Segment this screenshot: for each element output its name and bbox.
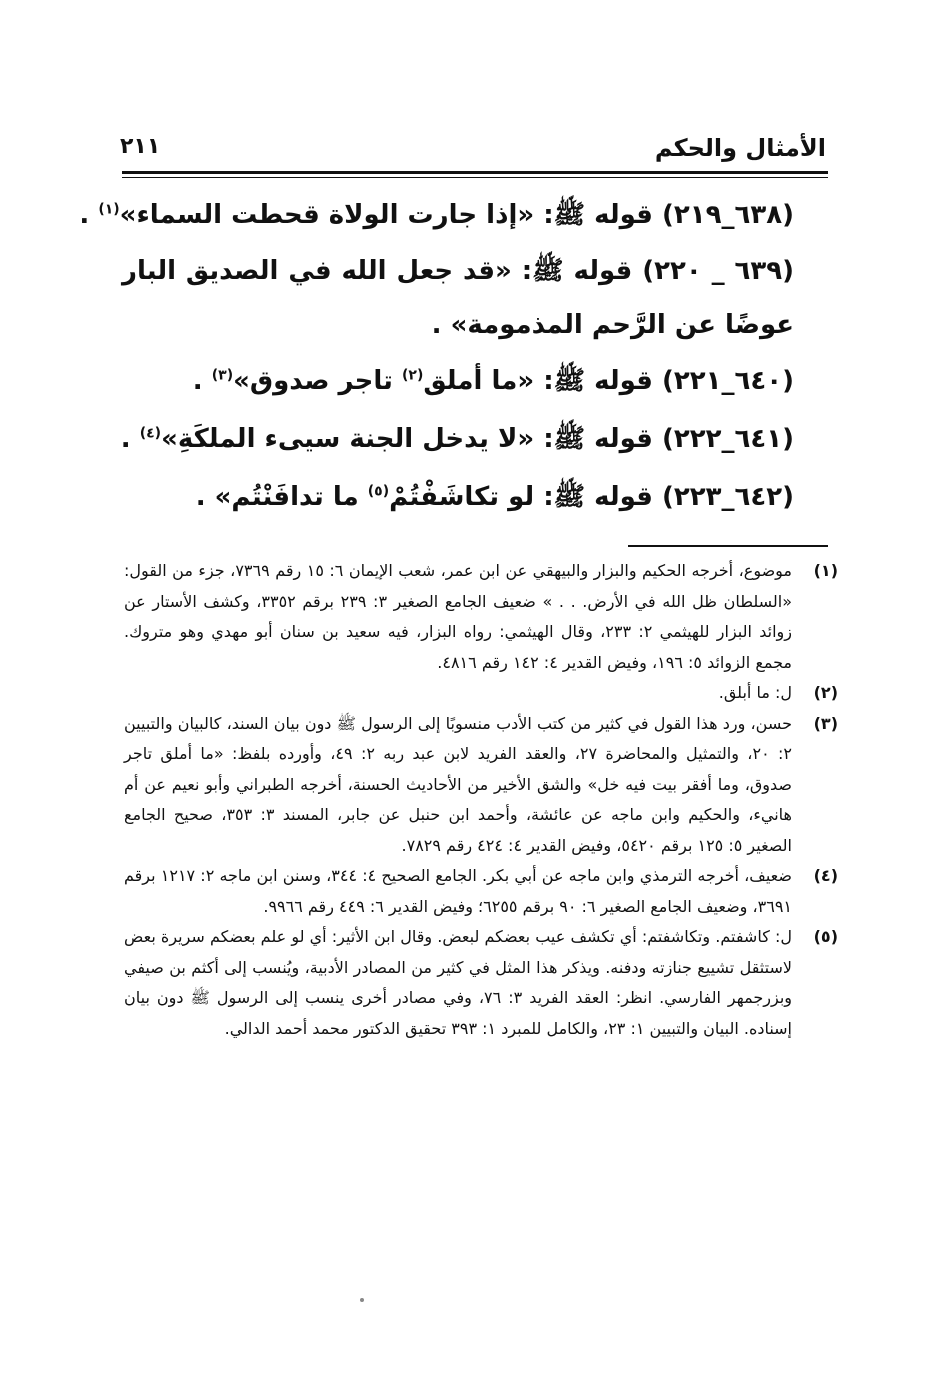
entry-intro: قوله ﷺ: (543, 424, 653, 454)
footnote-ref[interactable]: (٣) (211, 367, 234, 384)
entry-tail: . (120, 424, 131, 454)
entry-text-a: «ما أملق (423, 366, 535, 396)
footnote-text: ضعيف، أخرجه الترمذي وابن ماجه عن أبي بكر. الجامع الصحيح ٤: ٣٤٤، وسنن ابن ماجه ٢: ١٢١٧ برقم ٣٦٩١، وضعيف الجامع الصغير ٦: ٩٠ برقم ٦٢٥٥؛ وفيض القدير ٦: ٤٤٩ رقم ٩٩٦٦. (124, 866, 792, 916)
entry-text: «إذا جارت الولاة قحطت السماء» (119, 200, 535, 230)
page-number: ٢١١ (120, 134, 161, 159)
entry-intro: قوله ﷺ: (543, 200, 653, 230)
entry-638 (79, 186, 838, 244)
entry-number: (٦٤٢_٢٢٣) (662, 482, 794, 512)
footnote-ref[interactable]: (٤) (139, 425, 162, 442)
footnote-ref[interactable]: (١) (98, 201, 120, 218)
entry-intro: قوله ﷺ: (543, 366, 653, 396)
entry-tail: . (79, 200, 90, 230)
entry-text: «لا يدخل الجنة سيىء الملكَةِ» (161, 424, 535, 454)
entry-text-b: تاجر صدوق» (233, 366, 393, 396)
footnote-number: (٣) (813, 713, 838, 733)
footnote-text: حسن، ورد هذا القول في كثير من كتب الأدب منسوبًا إلى الرسول ﷺ دون بيان السند، كالبيان والتبيين ٢: ٢٠، والتمثيل والمحاضرة ٢٧، والعقد الفريد لابن عبد ربه ٢: ٤٩، وأورده بلفظ: «ما أملق تاجر صدوق، وما أفقر بيت فيه خل» والشق الأخير من الأحاديث الحسنة، أخرجه الطبراني وأبو نعيم عن أم هانيء، والحكيم وابن ماجه عن عائشة، وأحمد ابن حنبل عن جابر، المسند ٣: ٣٥٣، صحيح الجامع الصغير ٥: ١٢٥ برقم ٥٤٢٠، وفيض القدير ٤: ٤٢٤ رقم ٧٨٢٩. (124, 713, 793, 855)
footnote-5 (124, 922, 838, 1044)
entry-intro: قوله ﷺ: (543, 482, 653, 512)
running-header-title: الأمثال والحكم (654, 134, 826, 162)
entry-642 (122, 468, 838, 526)
entry-tail: . (192, 366, 203, 396)
footnote-4 (124, 861, 838, 922)
footnote-text: ل: ما أبلق. (718, 683, 792, 702)
entry-text-b: ما تدافَنْتُم» (214, 482, 359, 512)
footnote-1 (124, 556, 838, 678)
footnote-text: موضوع، أخرجه الحكيم والبزار والبيهقي عن ابن عمر، شعب الإيمان ٦: ١٥ رقم ٧٣٦٩، جزء من القول: «السلطان ظل الله في الأرض. . . » ضعيف الجامع الصغير ٣: ٢٣٩ برقم ٣٣٥٢، وكشف الأستار عن زوائد البزار للهيثمي ٢: ٢٣٣، وقال الهيثمي: رواه البزار، فيه سعيد بن سنان أبو مهدي وهو متروك. مجمع الزوائد ٥: ١٩٦، وفيض القدير ٤: ١٤٢ رقم ٤٨١٦. (124, 561, 793, 672)
entry-intro: قوله ﷺ: (521, 256, 633, 286)
scan-speck (360, 1298, 364, 1302)
footnote-separator (628, 545, 828, 547)
footnote-number: (٥) (813, 927, 838, 946)
footnote-3 (124, 709, 838, 862)
entry-text: «قد جعل الله في الصديق البار عوضًا عن الرَّحم المذمومة» (122, 256, 794, 340)
entry-640 (122, 352, 838, 410)
entry-641 (122, 410, 838, 468)
footnote-ref[interactable]: (٥) (367, 483, 390, 500)
entry-number: (٦٣٨_٢١٩) (662, 200, 794, 230)
footnote-number: (٤) (813, 866, 838, 885)
header-rule-thin (122, 177, 828, 178)
entry-text-a: لو تكاشَفْتُمْ (389, 482, 535, 512)
header-rule-thick (122, 171, 828, 174)
entry-639 (122, 244, 838, 352)
footnote-2 (124, 678, 838, 709)
main-text (79, 186, 838, 526)
footnote-number: (٢) (813, 683, 838, 702)
footnote-ref[interactable]: (٢) (402, 367, 424, 384)
footnote-text: ل: كاشفتم. وتكاشفتم: أي تكشف عيب بعضكم لبعض. وقال ابن الأثير: أي لو علم بعضكم سريرة بعض لاستثقل تشييع جنازته ودفنه. ويذكر هذا المثل في كثير من المصادر الأدبية، ويُنسب إلى أكثم بن صيفي وبزرجمهر الفارسي. انظر: العقد الفريد ٣: ٧٦، وفي مصادر أخرى ينسب إلى الرسول ﷺ دون بيان إسناده. البيان والتبيين ١: ٢٣، والكامل للمبرد ١: ٣٩٣ تحقيق الدكتور محمد أحمد الدالي. (124, 927, 793, 1038)
entry-number: (٦٤١_٢٢٢) (662, 424, 794, 454)
entry-number: (٦٤٠_٢٢١) (662, 366, 794, 396)
entry-tail: . (431, 310, 442, 340)
footnote-number: (١) (813, 561, 838, 580)
footnotes (124, 556, 838, 1044)
entry-tail: . (195, 482, 206, 512)
entry-number: (٦٣٩ _ ٢٢٠) (642, 256, 795, 286)
